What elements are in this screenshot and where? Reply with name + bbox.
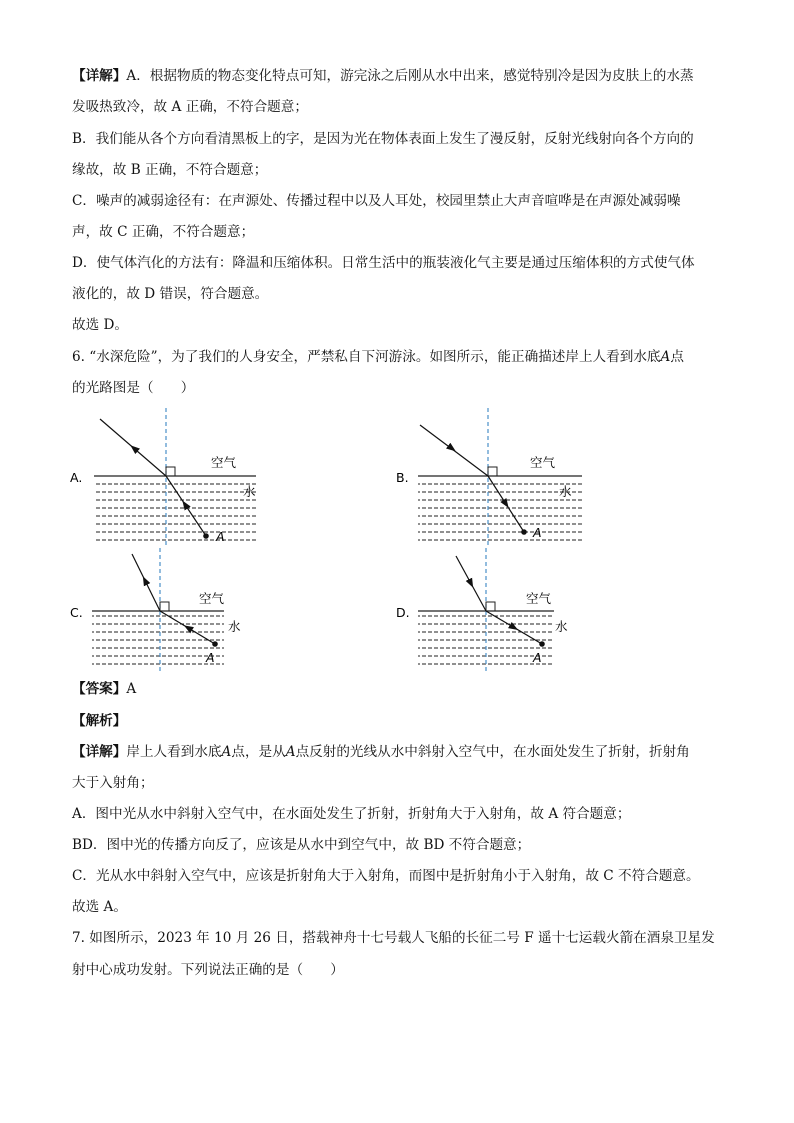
- detail-text: 点，是从: [231, 744, 286, 760]
- stem-text: 6. “水深危险”，为了我们的人身安全，严禁私自下河游泳。如图所示，能正确描述岸上人看到水底: [72, 349, 661, 365]
- water-label: 水: [228, 619, 241, 634]
- detail-tag: 【详解】: [72, 68, 127, 84]
- detail-line-3: A．图中光从水中斜射入空气中，在水面处发生了折射，折射角大于入射角，故 A 符合题意；: [72, 806, 631, 822]
- analysis-line-1: [72, 66, 694, 86]
- question-7-stem-line-2: 射中心成功发射。下列说法正确的是（ ）: [72, 962, 344, 978]
- water-label: 水: [555, 619, 568, 634]
- question-7-stem: 7. 如图所示，2023 年 10 月 26 日，搭载神舟十七号载人飞船的长征二号 F 遥十七运载火箭在酒泉卫星发: [72, 930, 715, 946]
- analysis-line-6: 声，故 C 正确，不符合题意；: [72, 224, 255, 240]
- point-a-label: A: [533, 525, 542, 540]
- figure-option-d: [392, 548, 592, 672]
- point-a-label: A: [216, 529, 225, 544]
- answer-tag: 【答案】: [72, 681, 127, 697]
- water-label: 水: [559, 484, 572, 499]
- option-label: A.: [70, 470, 83, 485]
- point-a-label: A: [533, 650, 542, 665]
- point-a-label: A: [206, 650, 215, 665]
- conclusion-line: 故选 A。: [72, 899, 127, 915]
- analysis-heading: 【解析】: [72, 713, 127, 729]
- conclusion-line: 故选 D。: [72, 317, 129, 333]
- analysis-text: A．根据物质的物态变化特点可知，游完泳之后刚从水中出来，感觉特别冷是因为皮肤上的水蒸: [126, 68, 694, 84]
- analysis-line-2: 发吸热致冷，故 A 正确，不符合题意；: [72, 99, 308, 115]
- analysis-line-3: B．我们能从各个方向看清黑板上的字，是因为光在物体表面上发生了漫反射，反射光线射向各个方向的: [72, 131, 694, 147]
- point-label: A: [221, 744, 232, 760]
- answer-value: A: [126, 681, 137, 697]
- air-label: 空气: [211, 455, 237, 470]
- answer-line: [72, 679, 136, 699]
- air-label: 空气: [199, 591, 225, 606]
- option-label: C.: [70, 605, 83, 620]
- detail-line-5: C．光从水中斜射入空气中，应该是折射角大于入射角，而图中是折射角小于入射角，故 C 不符合题意。: [72, 868, 700, 884]
- analysis-line-5: C．噪声的减弱途径有：在声源处、传播过程中以及人耳处，校园里禁止大声音喧哗是在声源处减弱噪: [72, 193, 681, 209]
- analysis-line-7: D．使气体汽化的方法有：降温和压缩体积。日常生活中的瓶装液化气主要是通过压缩体积的方式使气体: [72, 255, 695, 271]
- analysis-line-4: 缘故，故 B 正确，不符合题意；: [72, 162, 268, 178]
- point-label: A: [285, 744, 296, 760]
- air-label: 空气: [530, 455, 556, 470]
- figure-option-c: [66, 548, 266, 672]
- analysis-line-8: 液化的，故 D 错误，符合题意。: [72, 286, 269, 302]
- detail-line-1: [72, 742, 690, 762]
- detail-line-4: BD．图中光的传播方向反了，应该是从水中到空气中，故 BD 不符合题意；: [72, 837, 531, 853]
- option-label: D.: [396, 605, 410, 620]
- detail-text: 点反射的光线从水中斜射入空气中，在水面处发生了折射，折射角: [295, 744, 690, 760]
- question-6-stem-line-2: 的光路图是（ ）: [72, 380, 195, 396]
- option-label: B.: [396, 470, 409, 485]
- point-label: A: [660, 349, 671, 365]
- stem-text-end: 点: [670, 349, 684, 365]
- figure-option-b: [392, 408, 592, 546]
- detail-line-2: 大于入射角；: [72, 775, 154, 791]
- figure-option-a: [66, 408, 266, 546]
- water-label: 水: [243, 484, 256, 499]
- question-6-stem: [72, 347, 684, 367]
- detail-text: 岸上人看到水底: [126, 744, 222, 760]
- air-label: 空气: [526, 591, 552, 606]
- detail-tag: 【详解】: [72, 744, 127, 760]
